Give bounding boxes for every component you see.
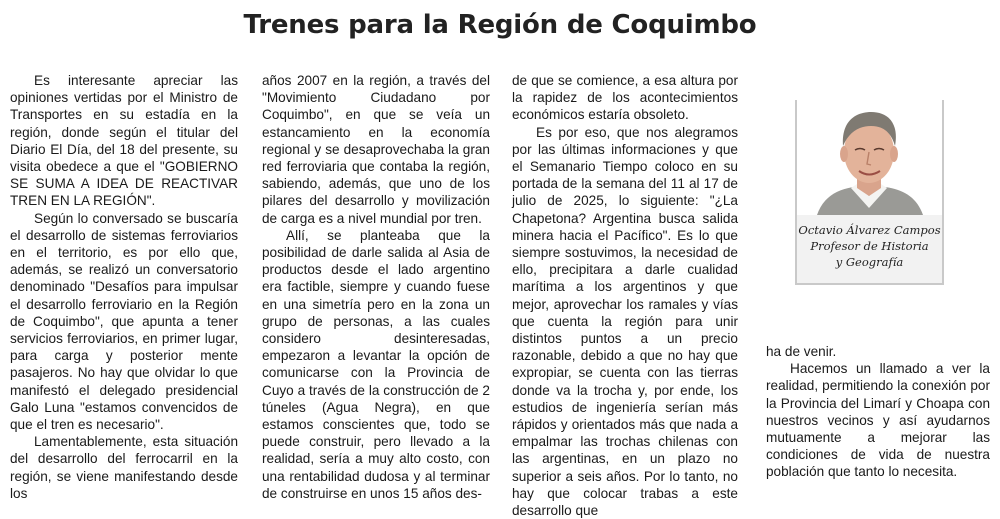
paragraph: años 2007 en la región, a través del "Movimiento Ciudadano por Coquimbo", en que se veía un estancamiento en la economía regional y se desaprovechaba la gran red ferroviaria que contaba la región, sabiendo, además, que uno de los pilares del desarrollo y movilización de carga es a nivel mundial por tren. xyxy=(262,73,490,226)
author-portrait-image xyxy=(797,100,942,215)
article-column-1 xyxy=(10,72,238,502)
paragraph: ha de venir. xyxy=(766,344,837,359)
author-caption xyxy=(797,222,942,270)
paragraph: Allí, se planteaba que la posibilidad de darle salida al Asia de productos desde el lado argentino era factible, siempre y cuando fuese en una simetría pero en la zona un grupo de personas, a las cuales considero desinteresadas, empezaron a levantar la opción de comunicarse con la Provincia de Cuyo a través de la construcción de 2 túneles (Agua Negra), en que estamos conscientes que, todo se puede construir, pero llevado a la realidad, sería a muy alto costo, con una rentabilidad dudosa y al terminar de construirse en unos 15 años des- xyxy=(262,227,490,501)
article-column-2 xyxy=(262,72,490,502)
article-column-3 xyxy=(512,72,738,519)
paragraph: Según lo conversado se buscaría el desarrollo de sistemas ferroviarios en el territorio, es por ello que, además, se realizó un conversatorio denominado "Desafíos para impulsar el desarrollo ferroviario en la Región de Coquimbo", que apunta a tener servicios ferroviarios, en primer lugar, para carga y posterior mente pasajeros. No hay que olvidar lo que manifestó el delegado presidencial Galo Luna "estamos convencidos de que el tren es necesario". xyxy=(10,210,238,433)
paragraph: de que se comience, a esa altura por la rapidez de los acontecimientos económicos estaría obsoleto. xyxy=(512,73,738,123)
author-name: Octavio Álvarez Campos xyxy=(798,223,941,237)
paragraph: Es interesante apreciar las opiniones vertidas por el Ministro de Transportes en su estadía en la región, donde según el titular del Diario El Día, del 18 del presente, su visita obedece a que el "GOBIERNO SE SUMA A IDEA DE REACTIVAR TREN EN LA REGIÓN". xyxy=(10,73,238,209)
author-photo xyxy=(797,100,942,215)
article-headline: Trenes para la Región de Coquimbo xyxy=(243,10,757,40)
paragraph: Es por eso, que nos alegramos por las últimas informaciones y que el Semanario Tiempo coloco en su portada de la semana del 11 al 17 de julio de 2025, lo siguiente: "¿La Chapetona? Argentina busca salida minera hacia el Pacífico". Es lo que siempre sostuvimos, la necesidad de ello, precipitara a darle cualidad marítima a los argentinos y que mejor, aprovechar los ramales y vías que cuenta la región para unir distintos puntos a un precio razonable, debido a que no hay que expropiar, se cuenta con las tierras donde va la trocha y, por ende, los estudios de ingeniería serían más rápidos y orientados más que nada a empalmar las trochas chilenas con las argentinas, en un plazo no superior a seis años. Por lo tanto, no hay que colocar trabas a este desarrollo que xyxy=(512,124,738,519)
paragraph: Lamentablemente, esta situación del desarrollo del ferrocarril en la región, se viene manifestando desde los xyxy=(10,434,238,501)
paragraph: Hacemos un llamado a ver la realidad, permitiendo la conexión por la Provincia del Limarí y Choapa con nuestros vecinos y así ayudarnos mutuamente a mejorar las condiciones de vida de nuestra población que tanto lo necesita. xyxy=(766,361,990,480)
article-column-4 xyxy=(766,343,990,481)
author-role-continued: y Geografía xyxy=(835,255,904,269)
author-role: Profesor de Historia xyxy=(810,239,929,253)
author-box xyxy=(795,100,944,285)
